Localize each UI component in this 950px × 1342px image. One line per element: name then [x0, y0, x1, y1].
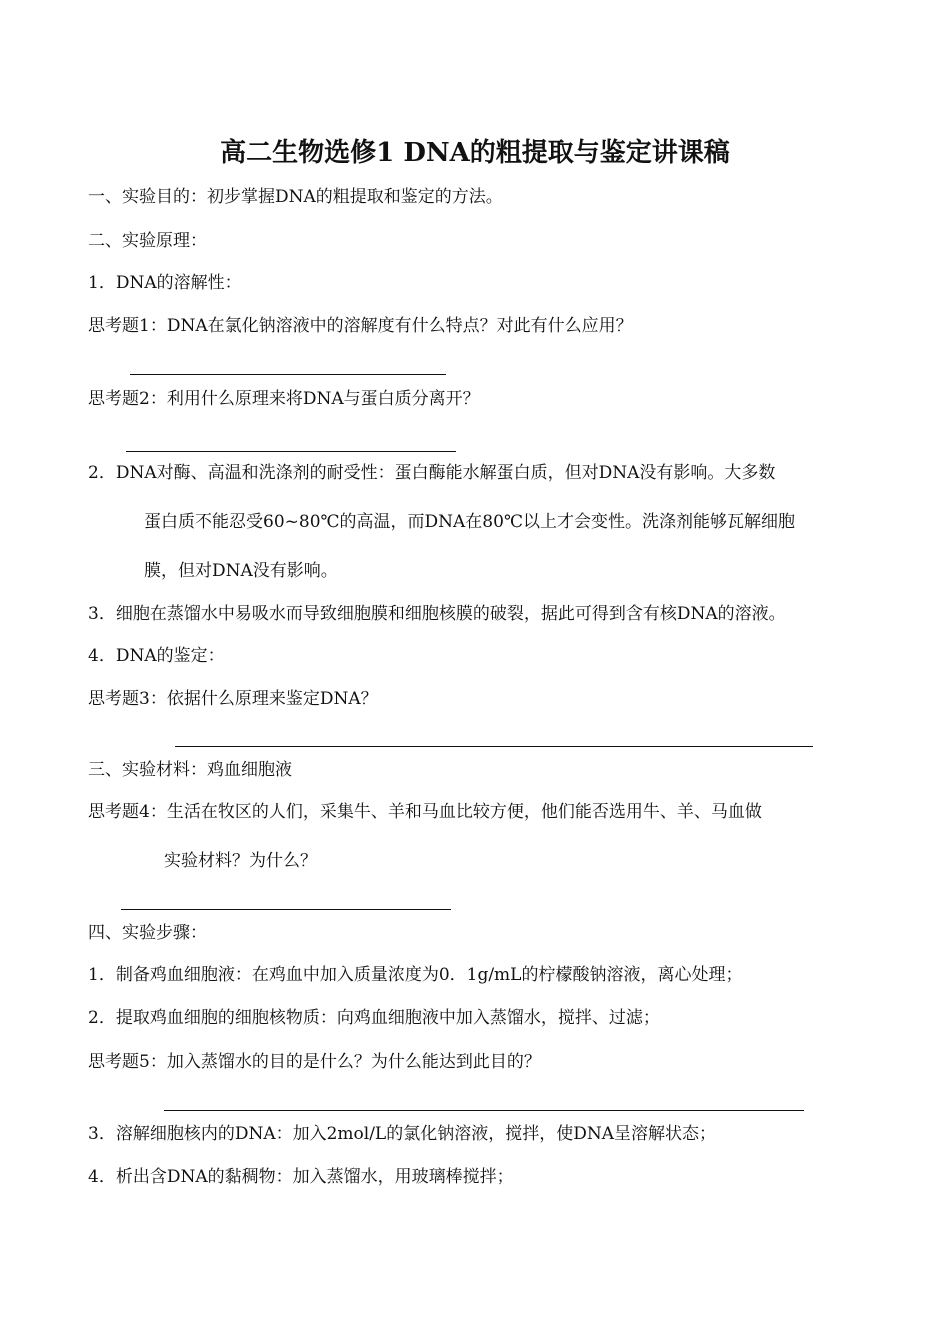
- answer-blank-2: [126, 451, 456, 452]
- answer-blank-4: [121, 909, 451, 910]
- step-2: 2．提取鸡血细胞的细胞核物质：向鸡血细胞液中加入蒸馏水，搅拌、过滤；: [88, 1008, 660, 1028]
- answer-blank-1: [130, 374, 446, 375]
- principle-2-line-3: 膜，但对DNA没有影响。: [144, 561, 338, 581]
- section-principle-heading: 二、实验原理：: [88, 231, 207, 251]
- document-title: 高二生物选修1 DNA的粗提取与鉴定讲课稿: [220, 138, 730, 168]
- section-materials: 三、实验材料：鸡血细胞液: [88, 760, 292, 780]
- question-1: 思考题1：DNA在氯化钠溶液中的溶解度有什么特点？对此有什么应用？: [88, 316, 633, 336]
- principle-2-line-1: 2．DNA对酶、高温和洗涤剂的耐受性：蛋白酶能水解蛋白质，但对DNA没有影响。大多数: [88, 463, 776, 483]
- question-2: 思考题2：利用什么原理来将DNA与蛋白质分离开？: [88, 389, 480, 409]
- step-4: 4．析出含DNA的黏稠物：加入蒸馏水，用玻璃棒搅拌；: [88, 1167, 514, 1187]
- question-4-line-1: 思考题4：生活在牧区的人们，采集牛、羊和马血比较方便，他们能否选用牛、羊、马血做: [88, 802, 762, 822]
- principle-1-heading: 1．DNA的溶解性：: [88, 273, 242, 293]
- question-4-line-2: 实验材料？为什么？: [164, 851, 317, 871]
- question-5: 思考题5：加入蒸馏水的目的是什么？为什么能达到此目的？: [88, 1052, 541, 1072]
- answer-blank-3: [175, 746, 813, 747]
- principle-2-line-2: 蛋白质不能忍受60~80℃的高温，而DNA在80℃以上才会变性。洗涤剂能够瓦解细胞: [144, 512, 795, 532]
- section-steps-heading: 四、实验步骤：: [88, 923, 207, 943]
- step-1: 1．制备鸡血细胞液：在鸡血中加入质量浓度为0．1g/mL的柠檬酸钠溶液，离心处理；: [88, 965, 743, 985]
- principle-4-heading: 4．DNA的鉴定：: [88, 646, 225, 666]
- question-3: 思考题3：依据什么原理来鉴定DNA？: [88, 689, 378, 709]
- principle-3: 3．细胞在蒸馏水中易吸水而导致细胞膜和细胞核膜的破裂，据此可得到含有核DNA的溶液。: [88, 604, 786, 624]
- section-purpose: 一、实验目的：初步掌握DNA的粗提取和鉴定的方法。: [88, 187, 503, 207]
- step-3: 3．溶解细胞核内的DNA：加入2mol/L的氯化钠溶液，搅拌，使DNA呈溶解状态；: [88, 1124, 717, 1144]
- answer-blank-5: [164, 1110, 804, 1111]
